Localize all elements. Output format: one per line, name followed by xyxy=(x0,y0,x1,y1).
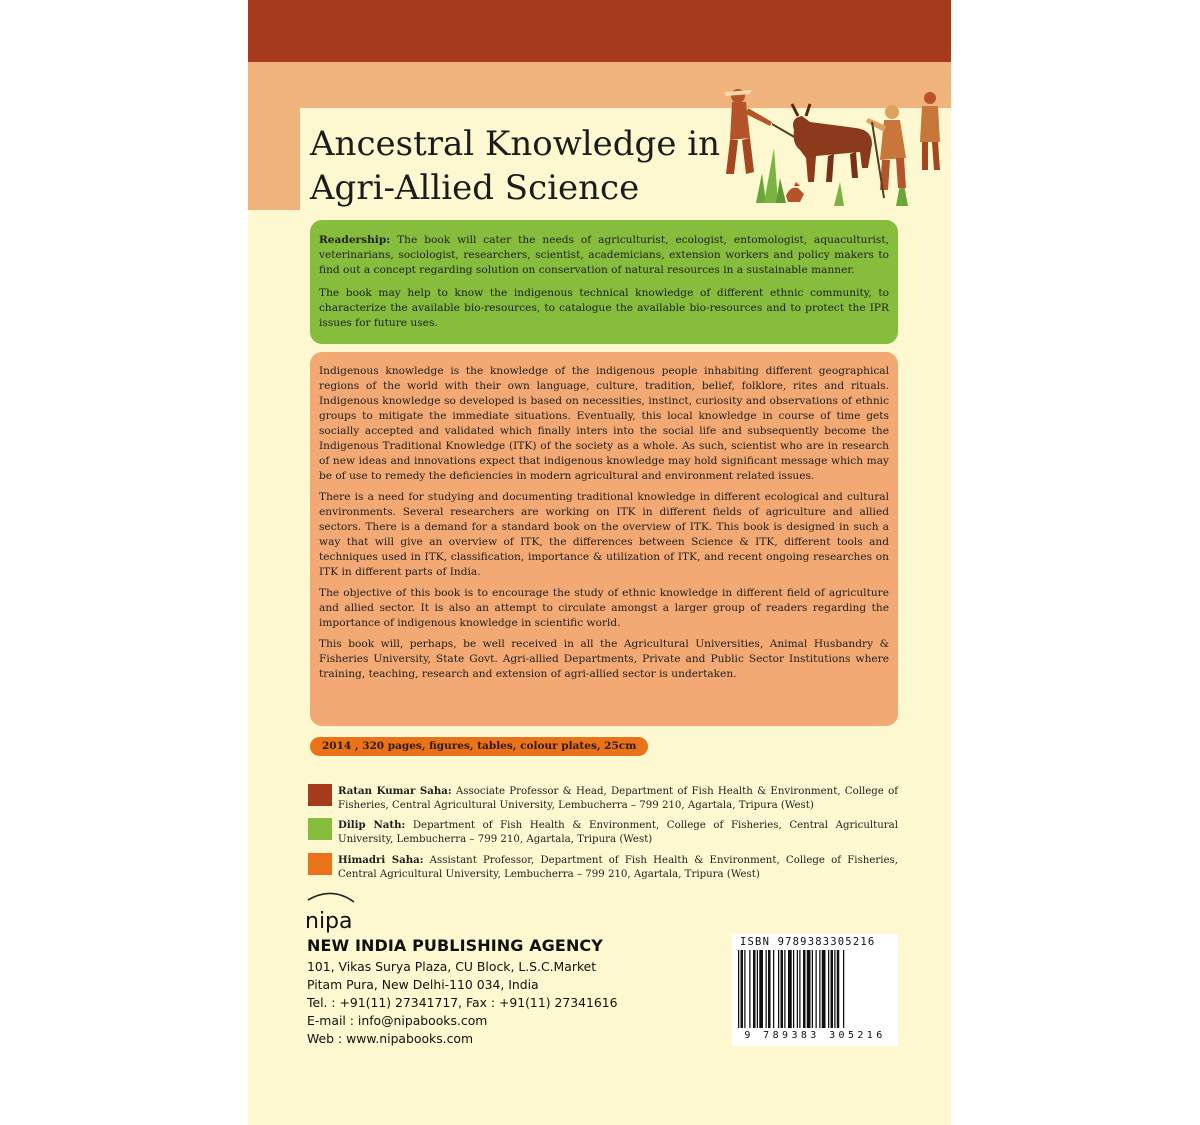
barcode-bar xyxy=(738,950,739,1028)
publisher-email: E-mail : info@nipabooks.com xyxy=(307,1013,488,1028)
author-text xyxy=(338,853,898,882)
publisher-phone: Tel. : +91(11) 27341717, Fax : +91(11) 27341616 xyxy=(307,995,618,1010)
barcode-bar xyxy=(766,950,767,1028)
description-paragraph-2: There is a need for studying and documenting traditional knowledge in different ecological and cultural environments. Several researchers are working on ITK in different fields of agriculture and allied sectors. There is a demand for a standard book on the overview of ITK. This book is designed in such a way that will give an overview of ITK, the differences between Science & ITK, different tools and techniques used in ITK, classification, importance & utilization of ITK, and recent ongoing researches on ITK in different parts of India. xyxy=(319,491,889,578)
barcode-bar xyxy=(803,950,806,1028)
barcode-digits: 9 789383 305216 xyxy=(744,1030,886,1041)
author-color-swatch xyxy=(308,853,332,875)
barcode-bar xyxy=(834,950,835,1028)
author-name: Himadri Saha: xyxy=(338,854,424,866)
nipa-logo-text: nipa xyxy=(305,909,353,934)
author-text xyxy=(338,784,898,813)
barcode-bar xyxy=(837,950,840,1028)
publisher-contact xyxy=(307,958,618,1048)
author-text xyxy=(338,818,898,847)
author-affiliation: Assistant Professor, Department of Fish Health & Environment, College of Fisheries, Central Agricultural University, Lembucherra – 799 210, Agartala, Tripura (West) xyxy=(338,855,899,880)
top-color-band xyxy=(248,0,951,62)
author-color-swatch xyxy=(308,784,332,806)
barcode-bar xyxy=(799,950,800,1028)
barcode-bar xyxy=(788,950,792,1028)
barcode-bar xyxy=(753,950,756,1028)
barcode-bar xyxy=(822,950,826,1028)
barcode-bar xyxy=(843,950,844,1028)
book-title xyxy=(310,122,720,210)
description-paragraph-4: This book will, perhaps, be well received in all the Agricultural Universities, Animal Husbandry & Fisheries University, State Govt. Agri-allied Departments, Private and Public Sector Institutions where training, teaching, research and extension of agri-allied sector is undertaken. xyxy=(319,638,889,680)
description-paragraph-1: Indigenous knowledge is the knowledge of the indigenous people inhabiting different geographical regions of the world with their own language, culture, tradition, belief, folklore, rites and rituals. Indigenous knowledge so developed is based on necessities, instinct, curiosity and observations of ethnic groups to mitigate the immediate situations. Eventually, this local knowledge in course of time gets socially accepted and validated which finally inters into the social life and subsequently become the Indigenous Traditional Knowledge (ITK) of the society as a whole. As such, scientist who are in research of new ideas and innovations expect that indigenous knowledge may hold significant message which may be of use to remedy the deficiencies in modern agricultural and environment related issues. xyxy=(319,365,889,482)
barcode-bar xyxy=(828,950,829,1028)
readership-paragraph xyxy=(319,233,889,278)
barcode-bar xyxy=(759,950,763,1028)
barcode-bar xyxy=(773,950,774,1028)
barcode-bars xyxy=(736,950,894,1028)
description-paragraph-3: The objective of this book is to encourage the study of ethnic knowledge in different field of agriculture and allied sector. It is also an attempt to circulate amongst a larger group of readers regarding the importance of indigenous knowledge in scientific world. xyxy=(319,587,889,629)
barcode-bar xyxy=(797,950,798,1028)
publisher-website: Web : www.nipabooks.com xyxy=(307,1031,474,1046)
barcode-bar xyxy=(784,950,785,1028)
book-specs-pill: 2014 , 320 pages, figures, tables, colour plates, 25cm xyxy=(310,737,648,756)
barcode-bar xyxy=(778,950,779,1028)
author-name: Dilip Nath: xyxy=(338,819,406,831)
publisher-name: NEW INDIA PUBLISHING AGENCY xyxy=(307,936,603,955)
barcode-bar xyxy=(741,950,744,1028)
nipa-logo xyxy=(302,892,360,936)
barcode-bar xyxy=(781,950,784,1028)
book-back-cover xyxy=(248,0,951,1125)
description-box xyxy=(310,352,898,726)
publisher-address-1: 101, Vikas Surya Plaza, CU Block, L.S.C.Market xyxy=(307,959,597,974)
barcode-bar xyxy=(793,950,794,1028)
author-affiliation: Department of Fish Health & Environment, College of Fisheries, Central Agricultural University, Lembucherra – 799 210, Agartala, Tripura (West) xyxy=(338,820,898,845)
barcode-bar xyxy=(831,950,834,1028)
publisher-address-2: Pitam Pura, New Delhi-110 034, India xyxy=(307,977,539,992)
agriculture-illustration xyxy=(716,78,946,210)
author-name: Ratan Kumar Saha: xyxy=(338,785,452,797)
barcode-bar xyxy=(812,950,813,1028)
barcode-bar xyxy=(749,950,750,1028)
barcode-bar xyxy=(807,950,811,1028)
barcode-bar xyxy=(819,950,820,1028)
book-title-line-1: Ancestral Knowledge in xyxy=(310,124,721,164)
readership-text: The book will cater the needs of agriculturist, ecologist, entomologist, aquaculturist, veterinarians, sociologist, researchers, scientist, academicians, extension workers and policy makers to find out a concept regarding solution on conservation of natural resources in a sustainable manner. xyxy=(319,234,889,276)
author-color-swatch xyxy=(308,818,332,840)
readership-box xyxy=(310,220,898,344)
barcode-bar xyxy=(757,950,758,1028)
book-title-line-2: Agri-Allied Science xyxy=(310,168,640,208)
author-affiliation: Associate Professor & Head, Department of Fish Health & Environment, College of Fisheries, Central Agricultural University, Lembucherra – 799 210, Agartala, Tripura (West) xyxy=(338,786,898,811)
isbn-label: ISBN 9789383305216 xyxy=(740,936,876,948)
barcode-bar xyxy=(816,950,817,1028)
barcode-bar xyxy=(744,950,745,1028)
readership-label: Readership: xyxy=(319,234,391,246)
readership-paragraph-2: The book may help to know the indigenous technical knowledge of different ethnic community, to characterize the available bio-resources, to catalogue the available bio-resources and to protect the IPR issues for future uses. xyxy=(319,287,889,329)
barcode-bar xyxy=(768,950,771,1028)
isbn-barcode xyxy=(732,934,898,1046)
